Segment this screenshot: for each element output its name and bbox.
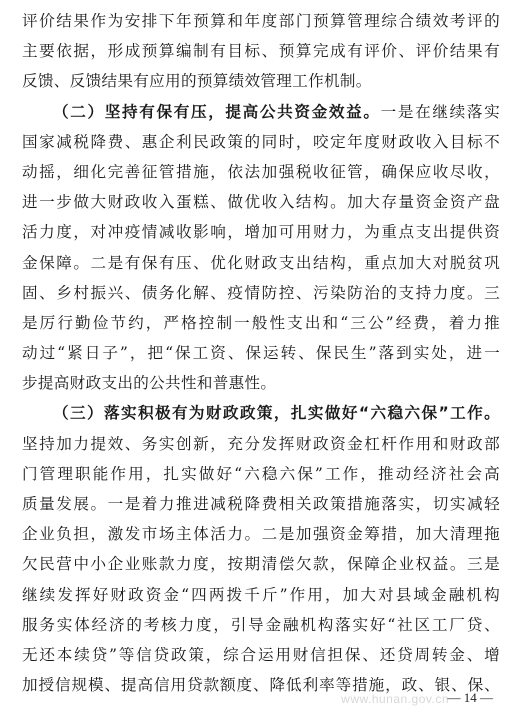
text-line: 继续发挥好财政资金“四两拨千斤”作用，加大对县域金融机构 [22, 585, 500, 604]
text-line: 坚持加力提效、务实创新，充分发挥财政资金杠杆作用和财政部 [22, 434, 500, 453]
text-line: 质量发展。一是着力推进减税降费相关政策措施落实，切实减轻 [22, 495, 500, 513]
section-heading: （三）落实积极有为财政政策，扎实做好“六稳六保”工作。 [53, 404, 500, 423]
text-line: 步提高财政支出的公共性和普惠性。 [22, 374, 277, 393]
text-line: 金保障。二是有保有压、优化财政支出结构，重点加大对脱贫巩 [22, 253, 500, 272]
text-line: 活力度，对冲疫情减收影响，增加可用财力，为重点支出提供资 [22, 223, 500, 242]
text-line: 无还本续贷”等信贷政策，综合运用财信担保、还贷周转金、增 [22, 645, 500, 664]
text-line: 反馈、反馈结果有应用的预算绩效管理工作机制。 [22, 72, 372, 91]
text-line: 动过“紧日子”，把“保工资、保运转、保民生”落到实处，进一 [22, 344, 500, 363]
text-line: 加授信规模、提高信用贷款额度、降低利率等措施，政、银、保、 [22, 676, 500, 695]
text-line: 国家减税降费、惠企利民政策的同时，咬定年度财政收入目标不 [22, 132, 500, 151]
text-line: 服务实体经济的考核力度，引导金融机构落实好“社区工厂贷、 [22, 615, 500, 634]
text-line: 进一步做大财政收入蛋糕、做优收入结构。加大存量资金资产盘 [22, 193, 500, 212]
text-line: 动摇，细化完善征管措施，依法加强税收征管，确保应收尽收， [22, 162, 500, 181]
watermark: www.hunan.gov.cn [341, 692, 449, 706]
text-line: 固、乡村振兴、债务化解、疫情防控、污染防治的支持力度。三 [22, 283, 500, 302]
text-line: 是厉行勤俭节约，严格控制一般性支出和“三公”经费，着力推 [22, 313, 500, 332]
text-line: 评价结果作为安排下年预算和年度部门预算管理综合绩效考评的 [22, 12, 500, 30]
section-heading: （二）坚持有保有压，提高公共资金效益。 [53, 102, 381, 121]
document-body [22, 6, 500, 700]
section-heading-line [22, 97, 500, 127]
text-run: 一是在继续落实 [380, 102, 500, 121]
text-line: 欠民营中小企业账款力度，按期清偿欠款，保障企业权益。三是 [22, 555, 500, 574]
text-line: 企业负担，激发市场主体活力。二是加强资金筹措，加大清理拖 [22, 525, 500, 544]
text-line: 主要依据，形成预算编制有目标、预算完成有评价、评价结果有 [22, 42, 500, 61]
page-number: — 14 — [447, 690, 493, 705]
text-line: 门管理职能作用，扎实做好“六稳六保”工作，推动经济社会高 [22, 464, 500, 483]
